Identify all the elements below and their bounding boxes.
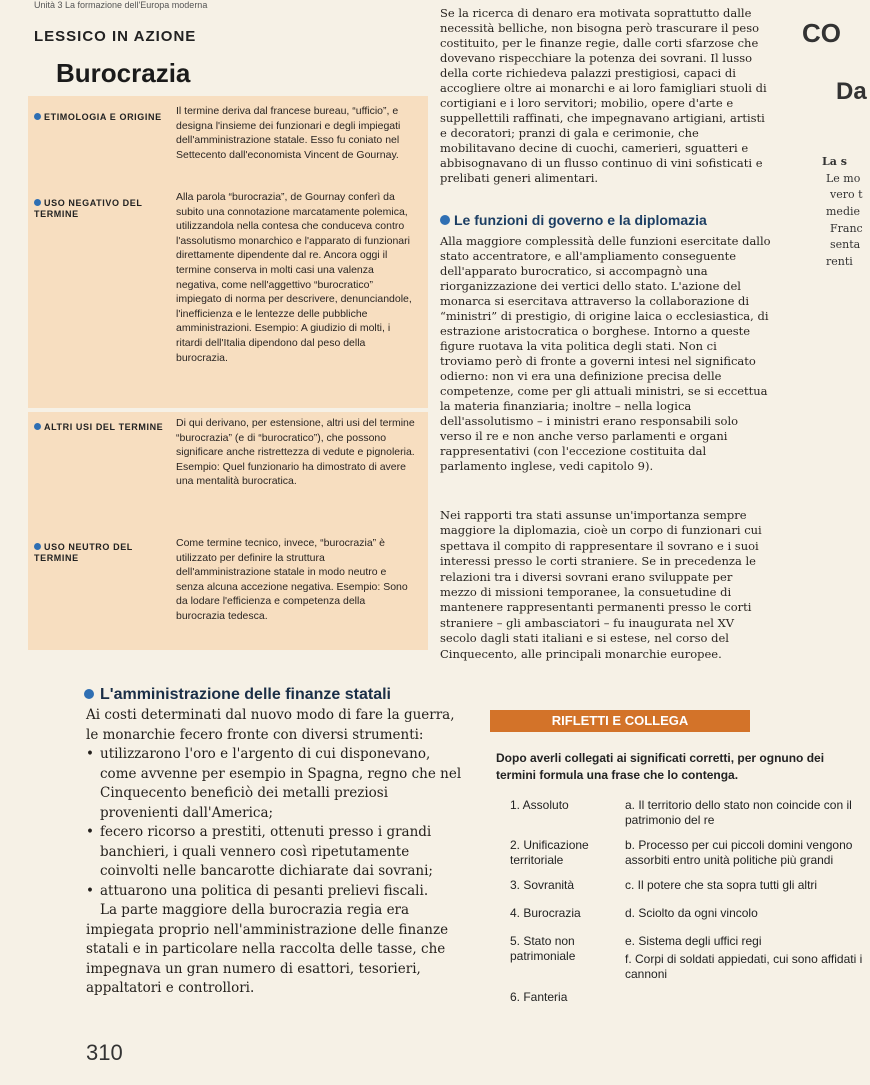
term-1: 1. Assoluto: [510, 798, 569, 812]
bullet-icon: [34, 543, 41, 550]
bullet-icon: [440, 215, 450, 225]
def-etymology: Il termine deriva dal francese bureau, “ufficio”, e designa l'insieme dei funzionari e degli impiegati dell'amministrazione statale. Esso fu coniato nel Settecento dall'economista Vincent de Gournay.: [176, 105, 401, 161]
list-item: • attuarono una politica di pesanti prelievi fiscali.: [86, 882, 466, 902]
exercise-instruction: Dopo averli collegati ai significati corretti, per ognuno dei termini formula una frase che lo contenga.: [496, 751, 825, 782]
right-paragraph-3: Nei rapporti tra stati assunse un'importanza sempre maggiore la diplomazia, cioè un corpo di funzionari cui spettava il compito di rappresentare il sovrano e i suoi interessi presso le corti straniere. Se in precedenza le relazioni tra i diversi sovrani erano sviluppate per mezzo di missioni temporanee, la consuetudine di mantenere rappresentanti permanenti presso le corti straniere – gli ambasciatori – fu inaugurata nel XV secolo dagli stati italiani e si estese, nel corso del Cinquecento, alle principali monarchie europee.: [440, 508, 762, 661]
tag-neutral-use: USO NEUTRO DEL TERMINE: [34, 542, 133, 563]
meaning-c: c. Il potere che sta sopra tutti gli altri: [625, 878, 818, 892]
def-neutral-use: Come termine tecnico, invece, “burocrazia” è utilizzato per definire la struttura dell'amministrazione statale in modo neutro e senza alcuna accezione negativa. Esempio: Sono da lodare l'efficienza e competenza della burocrazia tedesca.: [176, 537, 408, 622]
meaning-d: d. Sciolto da ogni vincolo: [625, 906, 758, 920]
term-5: 5. Stato non patrimoniale: [510, 934, 576, 963]
edge-heading-co: CO: [802, 18, 841, 48]
list-item: • fecero ricorso a prestiti, ottenuti presso i grandi banchieri, i quali vennero così ripetutamente coinvolti nelle bancarotte dichiarate dai sovrani;: [86, 823, 466, 882]
edge-subheading: La s: [822, 155, 847, 168]
edge-line-2: vero t: [830, 188, 863, 201]
edge-heading-da: Da: [836, 78, 867, 105]
edge-line-1: Le mo: [826, 172, 861, 185]
term-3: 3. Sovranità: [510, 878, 575, 892]
meaning-a: a. Il territorio dello stato non coincide con il patrimonio del re: [625, 798, 852, 827]
edge-line-4: Franc: [830, 222, 863, 235]
bullet-icon: [34, 423, 41, 430]
edge-line-3: medie: [826, 205, 861, 218]
finance-heading: L'amministrazione delle finanze statali: [84, 686, 391, 704]
bullet-icon: [34, 199, 41, 206]
subheading-government: Le funzioni di governo e la diplomazia: [440, 212, 707, 228]
edge-line-5: senta: [830, 238, 861, 251]
term-6: 6. Fanteria: [510, 990, 568, 1004]
page-title: Burocrazia: [56, 58, 191, 88]
tag-other-uses: ALTRI USI DEL TERMINE: [34, 422, 164, 433]
term-2: 2. Unificazione territoriale: [510, 838, 589, 867]
def-negative-use: Alla parola “burocrazia”, de Gournay conferì da subito una connotazione marcatamente polemica, utilizzandola nella contesa che conduceva contro l'assolutismo monarchico e l'apparato di funzionari direttamente dipendente dal re. Ancora oggi il termine conserva in molti casi una valenza negativa, come nell'aggettivo “burocratico” impiegato di norma per descrivere, denunciandole, l'inefficienza e le lentezze delle pubbliche amministrazioni. Esempio: A giudizio di molti, i ritardi dell'Italia dipendono dal peso della burocrazia.: [176, 191, 412, 364]
page-number: 310: [86, 1040, 123, 1065]
exercise-title: RIFLETTI E COLLEGA: [551, 713, 689, 728]
right-paragraph-1: Se la ricerca di denaro era motivata soprattutto dalle necessità belliche, non bisogna però trascurare il peso costituito, per le finanze regie, dalle corti sfarzose che dovevano rispecchiare la potenza dei sovrani. Il lusso della corte richiedeva palazzi prestigiosi, capaci di accogliere oltre ai monarchi e ai loro famigliari stuoli di cortigiani e i loro servitori; mobilio, opere d'arte e suppellettili raffinati, che impegnavano artigiani, artisti e decoratori; pranzi di gala e cerimonie, che mobilitavano decine di cuochi, camerieri, sguatteri e abbisognavano di un flusso continuo di vini sofisticati e prelibati generi alimentari.: [440, 6, 767, 185]
meaning-e: e. Sistema degli uffici regi: [625, 934, 762, 948]
def-other-uses: Di qui derivano, per estensione, altri usi del termine “burocrazia” (e di “burocratico”), che possono significare anche ristrettezza di vedute e pignoleria. Esempio: Quel funzionario ha dimostrato di avere una mentalità burocratica.: [176, 417, 415, 488]
list-item: • utilizzarono l'oro e l'argento di cui disponevano, come avvenne per esempio in Spagna, regno che nel Cinquecento beneficiò dei metalli preziosi provenienti dall'America;: [86, 745, 466, 823]
bullet-icon: [34, 113, 41, 120]
tag-negative-use: USO NEGATIVO DEL TERMINE: [34, 198, 143, 219]
term-4: 4. Burocrazia: [510, 906, 581, 920]
meaning-b: b. Processo per cui piccoli domini vengono assorbiti entro unità politiche più grandi: [625, 838, 853, 867]
tag-etymology: ETIMOLOGIA E ORIGINE: [34, 112, 164, 123]
edge-line-6: renti: [826, 255, 853, 268]
finance-text: Ai costi determinati dal nuovo modo di fare la guerra, le monarchie fecero fronte con diversi strumenti: • utilizzarono l'oro e l'argento di cui disponevano, come avvenne per esempio in Spagna, regno che nel Cinquecento beneficiò dei metalli preziosi provenienti dall'America; • fecero ricorso a prestiti, ottenuti presso i grandi banchieri, i quali vennero così ripetutamente coinvolti nelle bancarotte dichiarate dai sovrani; • attuarono una politica di pesanti prelievi fiscali. La parte maggiore della burocrazia regia era impiegata proprio nell'amministrazione delle finanze statali e in particolare nella raccolta delle tasse, che impegnava un gran numero di esattori, tesorieri, appaltatori e controllori.: [86, 706, 466, 999]
section-label: LESSICO IN AZIONE: [34, 28, 197, 45]
meaning-f: f. Corpi di soldati appiedati, cui sono affidati i cannoni: [625, 952, 863, 981]
bullet-icon: [84, 689, 94, 699]
running-head: Unità 3 La formazione dell'Europa moderna: [34, 0, 208, 10]
right-paragraph-2: Alla maggiore complessità delle funzioni esercitate dallo stato accentratore, e all'ampliamento conseguente dell'apparato burocratico, si accompagnò una riorganizzazione dei vertici dello stato. L'azione del monarca si esercitava attraverso la collaborazione di “ministri” di prestigio, di origine laica o ecclesiastica, di estrazione aristocratica o borghese. Intorno a queste figure ruotava la vita politica degli stati. Non ci troviamo però di fronte a governi intesi nel significato odierno: non vi era una definizione precisa delle competenze, come per gli attuali ministri, se si eccettua la materia finanziaria; inoltre – nella logica dell'assolutismo – i ministri erano responsabili solo verso il re e non anche verso parlamenti e organi rappresentativi (con l'eccezione costituita dal parlamento inglese, vedi capitolo 9).: [440, 234, 771, 473]
